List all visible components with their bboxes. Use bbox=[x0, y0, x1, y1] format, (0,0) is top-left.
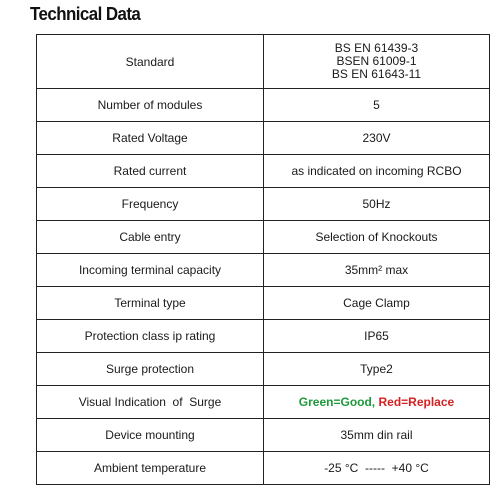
standard-value: BS EN 61643-11 bbox=[331, 67, 422, 81]
table-row-terminal-type bbox=[37, 287, 490, 320]
row-label: Device mounting bbox=[37, 419, 264, 452]
row-label: Frequency bbox=[37, 188, 264, 221]
table-row-frequency bbox=[37, 188, 490, 221]
replace-indicator-text: Red=Replace bbox=[378, 395, 455, 409]
row-label: Ambient temperature bbox=[37, 452, 264, 485]
table-row-surge-protection bbox=[37, 353, 490, 386]
table-row-device-mounting bbox=[37, 419, 490, 452]
page-title: Technical Data bbox=[30, 4, 141, 24]
table-row-standard bbox=[37, 35, 490, 89]
row-value: 35mm² max bbox=[264, 254, 490, 287]
row-label: Number of modules bbox=[37, 89, 264, 122]
table-row-rated-current bbox=[37, 155, 490, 188]
row-value: -25 °C ----- +40 °C bbox=[264, 452, 490, 485]
row-label: Incoming terminal capacity bbox=[37, 254, 264, 287]
technical-data-table bbox=[36, 34, 490, 485]
row-label: Visual Indication of Surge bbox=[37, 386, 264, 419]
row-value: Cage Clamp bbox=[264, 287, 490, 320]
table-row-terminal-capacity bbox=[37, 254, 490, 287]
table-row-visual-indication bbox=[37, 386, 490, 419]
row-label: Protection class ip rating bbox=[37, 320, 264, 353]
row-value: Selection of Knockouts bbox=[264, 221, 490, 254]
row-label: Cable entry bbox=[37, 221, 264, 254]
table-row-ip-rating bbox=[37, 320, 490, 353]
row-label: Rated Voltage bbox=[37, 122, 264, 155]
row-value: Type2 bbox=[264, 353, 490, 386]
table-row-modules bbox=[37, 89, 490, 122]
row-value: 50Hz bbox=[264, 188, 490, 221]
row-label: Terminal type bbox=[37, 287, 264, 320]
row-label: Standard bbox=[37, 35, 264, 89]
standard-value: BSEN 61009-1 bbox=[336, 54, 417, 68]
standard-value: BS EN 61439-3 bbox=[334, 41, 419, 55]
standard-values bbox=[264, 35, 490, 89]
row-value: 5 bbox=[264, 89, 490, 122]
table-row-cable-entry bbox=[37, 221, 490, 254]
row-value: as indicated on incoming RCBO bbox=[264, 155, 490, 188]
table-row-ambient-temperature bbox=[37, 452, 490, 485]
row-label: Rated current bbox=[37, 155, 264, 188]
good-indicator-text: Green=Good, bbox=[298, 395, 376, 409]
row-label: Surge protection bbox=[37, 353, 264, 386]
visual-indication-value bbox=[264, 386, 490, 419]
table-row-rated-voltage bbox=[37, 122, 490, 155]
row-value: IP65 bbox=[264, 320, 490, 353]
row-value: 230V bbox=[264, 122, 490, 155]
row-value: 35mm din rail bbox=[264, 419, 490, 452]
